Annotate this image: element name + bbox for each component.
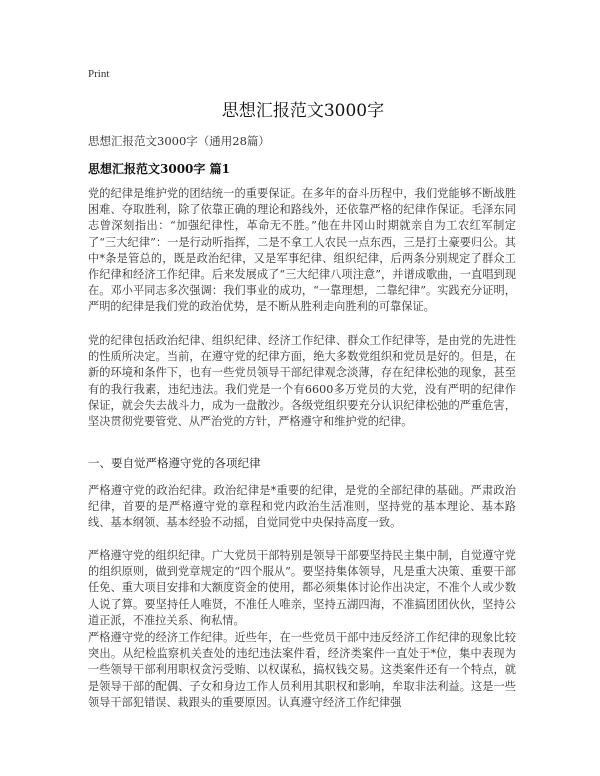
paragraph-political-discipline: 严格遵守党的政治纪律。政治纪律是*重要的纪律，是党的全部纪律的基础。严肃政治纪律，首要的是严格遵守党的章程和党内政治生活准则，坚持党的基本理论、基本路线、基本纲领、基本经验不动摇，自觉同党中央保持高度一致。	[88, 484, 516, 530]
paragraph-2: 党的纪律包括政治纪律、组织纪律、经济工作纪律、群众工作纪律等，是由党的先进性的性质所决定。当前，在遵守党的纪律方面，绝大多数党组织和党员是好的。但是，在新的环境和条件下，也有一些党员领导干部纪律观念淡薄，存在纪律松弛的现象，甚至有的我行我素，违纪违法。我们党是一个有6600多万党员的大党，没有严明的纪律作保证，就会失去战斗力，成为一盘散沙。各级党组织要充分认识纪律松弛的严重危害，坚决贯彻党要管党、从严治党的方针，严格遵守和维护党的纪律。	[88, 334, 516, 429]
print-link[interactable]: Print	[88, 68, 110, 80]
paragraph-organizational-discipline: 严格遵守党的组织纪律。广大党员干部特别是领导干部要坚持民主集中制，自觉遵守党的组织原则，做到党章规定的“四个服从”。要坚持集体领导，凡是重大决策、重要干部任免、重大项目安排和大额度资金的使用，都必须集体讨论作出决定，不准个人或少数人说了算。要坚持任人唯贤，不准任人唯亲，坚持五湖四海，不准搞团团伙伙，坚持公道正派，不准拉关系、徇私情。	[88, 549, 516, 627]
paragraph-1: 党的纪律是维护党的团结统一的重要保证。在多年的奋斗历程中，我们党能够不断战胜困难、夺取胜利，除了依靠正确的理论和路线外，还依靠严格的纪律作保证。毛泽东同志曾深刻指出：“加强纪律性，革命无不胜。”他在井冈山时期就亲自为工农红军制定了“三大纪律”：一是行动听指挥，二是不拿工人农民一点东西，三是打土豪要归公。其中*条是管总的，既是政治纪律，又是军事纪律、组织纪律，后两条分别规定了群众工作纪律和经济工作纪律。后来发展成了“三大纪律八项注意”，并谱成歌曲，一直唱到现在。邓小平同志多次强调：我们事业的成功，“一靠理想，二靠纪律”。实践充分证明，严明的纪律是我们党的政治优势，是不断从胜利走向胜利的可靠保证。	[88, 187, 516, 314]
paragraph-economic-discipline: 严格遵守党的经济工作纪律。近些年，在一些党员干部中违反经济工作纪律的现象比较突出。从纪检监察机关查处的违纪违法案件看，经济类案件一直处于*位，集中表现为一些领导干部利用职权贪污受贿、以权谋私，搞权钱交易。这类案件还有一个特点，就是领导干部的配偶、子女和身边工作人员利用其职权和影响，牟取非法利益。这是一些领导干部犯错误、栽跟头的重要原因。认真遵守经济工作纪律强	[88, 631, 516, 709]
document-subtitle: 思想汇报范文3000字（通用28篇）	[88, 134, 270, 148]
section-heading: 思想汇报范文3000字 篇1	[88, 162, 230, 176]
subsection-heading: 一、要自觉严格遵守党的各项纪律	[88, 456, 261, 470]
document-title: 思想汇报范文3000字	[221, 101, 385, 121]
